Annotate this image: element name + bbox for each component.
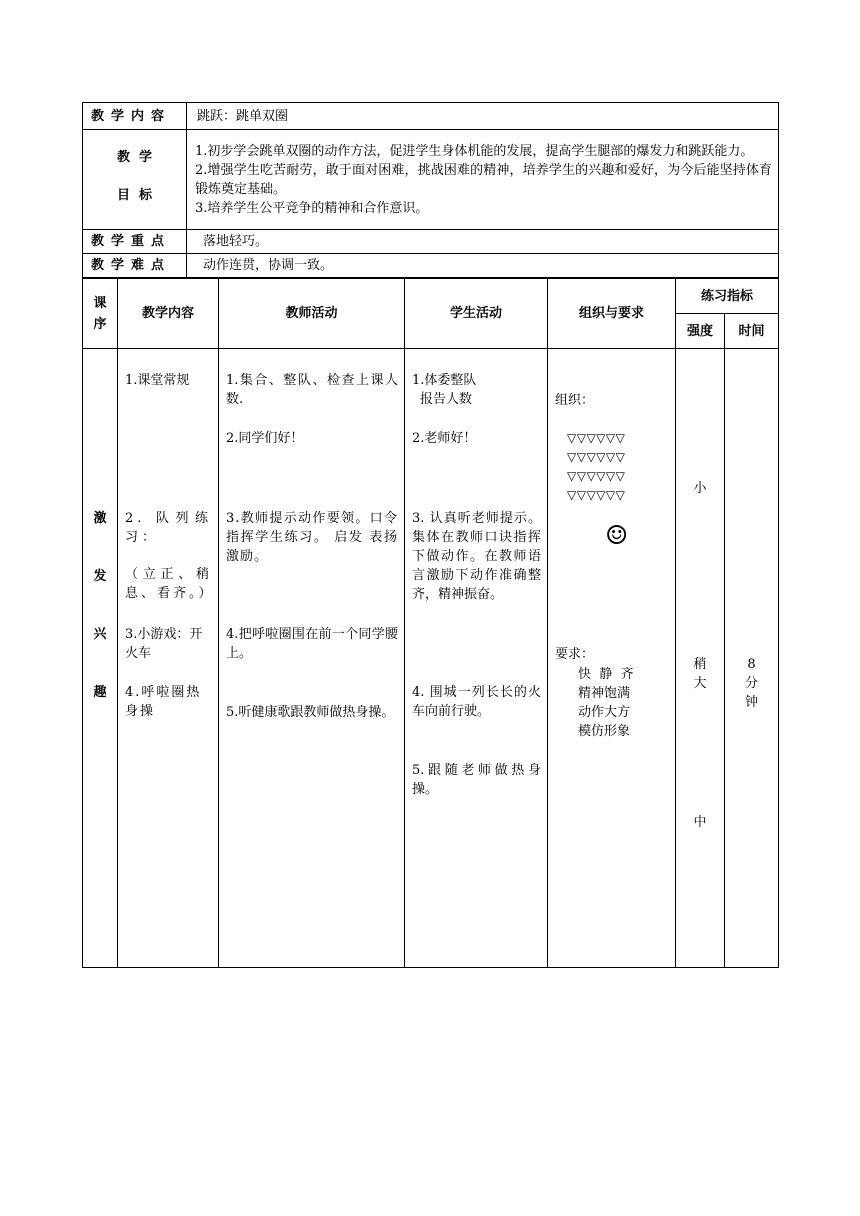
difficulty-value: 动作连贯，协调一致。 — [187, 254, 779, 278]
time-value: 钟 — [745, 695, 759, 710]
teacher-item: 5.听健康歌跟教师做热身操。 — [226, 705, 395, 720]
student-item: 4. 围城一列长长的火车向前行驶。 — [412, 685, 541, 719]
student-item: 1.体委整队 — [412, 373, 477, 388]
requirement-item: 快 静 齐 — [578, 667, 634, 682]
lesson-info-table — [82, 102, 779, 278]
teacher-item: 1.集合、整队、检查上课人数. — [226, 373, 398, 407]
intensity-value: 中 — [693, 815, 707, 830]
teacher-item: 4.把呼啦圈围在前一个同学腰上。 — [226, 627, 398, 661]
key-point-label: 教学重点 — [83, 230, 187, 254]
intensity-value: 大 — [693, 676, 707, 691]
teacher-cell — [219, 349, 405, 968]
content-item: 4.呼啦圈热身操 — [125, 685, 202, 719]
org-label: 组织： — [555, 393, 595, 408]
formation-row: ▽▽▽▽▽▽ — [567, 488, 626, 502]
content-item: 2. 队列练习： — [125, 511, 212, 545]
section-char: 兴 — [93, 627, 107, 642]
col-intensity: 强度 — [676, 314, 725, 349]
col-order-label: 课序 — [93, 295, 107, 332]
col-practice: 练习指标 — [676, 279, 779, 314]
student-item: 3. 认真听老师提示。集体在教师口诀指挥下做动作。在教师语言激励下动作准确整齐，精神振奋。 — [412, 511, 541, 602]
key-point-value: 落地轻巧。 — [187, 230, 779, 254]
teacher-item: 2.同学们好！ — [226, 431, 304, 446]
time-value: 8 — [747, 657, 756, 672]
section-char: 发 — [93, 569, 107, 584]
student-item: 2.老师好！ — [412, 431, 477, 446]
time-cell — [725, 349, 779, 968]
goal-label — [83, 130, 187, 230]
student-item: 报告人数 — [420, 392, 473, 407]
requirement-item: 精神饱满 — [578, 686, 631, 701]
col-order — [83, 279, 118, 349]
student-item: 5.跟随老师做热身操。 — [412, 763, 541, 797]
teacher-item: 3.教师提示动作要领。口令指挥学生练习。 启发 表扬激励。 — [226, 511, 398, 564]
content-label: 教学内容 — [83, 103, 187, 130]
lesson-process-table — [82, 278, 779, 968]
requirement-item: 模仿形象 — [578, 724, 631, 739]
teacher-smiley-icon: ☺ — [605, 521, 629, 551]
col-content: 教学内容 — [118, 279, 219, 349]
col-org: 组织与要求 — [548, 279, 676, 349]
formation-row: ▽▽▽▽▽▽ — [567, 431, 626, 445]
goal-label-line-1: 教 学 — [116, 149, 153, 165]
col-student: 学生活动 — [405, 279, 548, 349]
intensity-value: 稍 — [693, 657, 707, 672]
content-item: （立正、稍息、看齐。） — [125, 567, 215, 601]
content-value: 跳跃：跳单双圈 — [187, 103, 779, 130]
goal-item: 1.初步学会跳单双圈的动作方法，促进学生身体机能的发展，提高学生腿部的爆发力和跳跃能力。 — [195, 143, 754, 159]
goal-item: 3.培养学生公平竞争的精神和合作意识。 — [195, 200, 429, 216]
requirements-label: 要求： — [555, 647, 595, 662]
content-cell — [118, 349, 219, 968]
formation-row: ▽▽▽▽▽▽ — [567, 469, 626, 483]
col-time: 时间 — [725, 314, 779, 349]
time-value: 分 — [745, 676, 759, 691]
goal-label-line-2: 目 标 — [116, 187, 153, 203]
col-teacher: 教师活动 — [219, 279, 405, 349]
org-cell — [548, 349, 676, 968]
section-char: 激 — [93, 511, 107, 526]
intensity-value: 小 — [693, 481, 707, 496]
intensity-cell — [676, 349, 725, 968]
goal-item: 2.增强学生吃苦耐劳，敢于面对困难，挑战困难的精神，培养学生的兴趣和爱好，为今后能坚持体育锻炼奠定基础。 — [195, 162, 772, 197]
formation-row: ▽▽▽▽▽▽ — [567, 450, 626, 464]
section-order-cell — [83, 349, 118, 968]
content-item: 3.小游戏：开火车 — [125, 627, 203, 661]
content-item: 1.课堂常规 — [125, 373, 190, 388]
goal-list — [187, 130, 779, 230]
student-cell — [405, 349, 548, 968]
requirement-item: 动作大方 — [578, 705, 631, 720]
section-char: 趣 — [93, 685, 107, 700]
difficulty-label: 教学难点 — [83, 254, 187, 278]
